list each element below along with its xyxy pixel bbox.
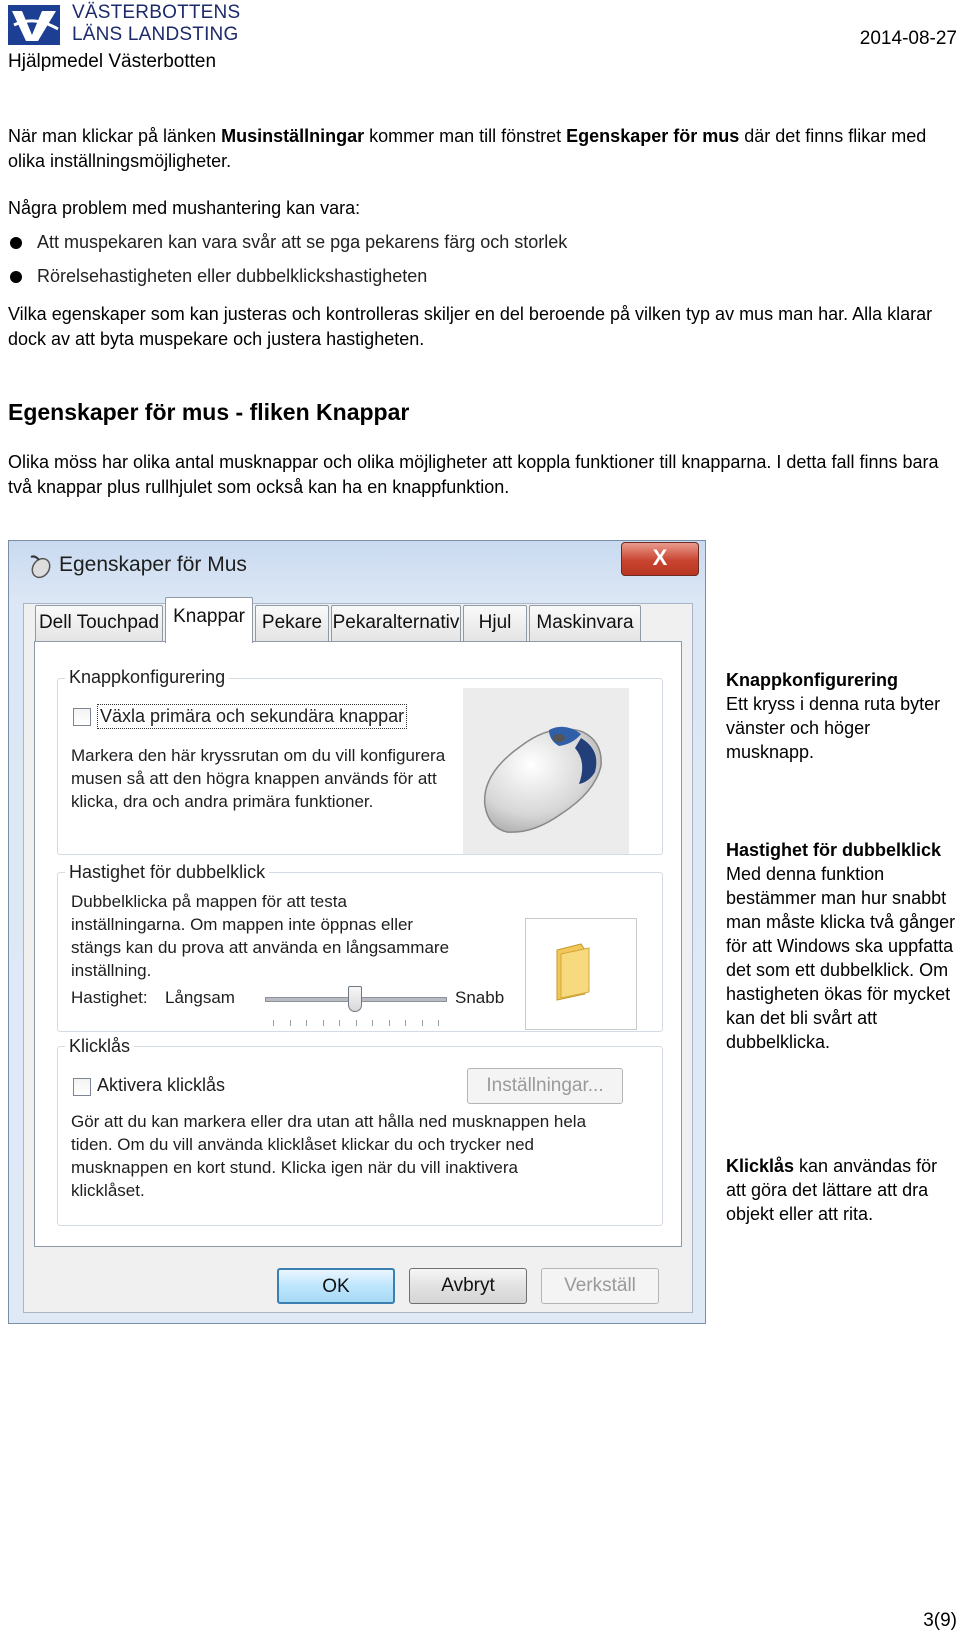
- problems-lead: Några problem med mushantering kan vara:: [8, 198, 361, 218]
- paragraph-buttons: Olika möss har olika antal musknappar och olika möjligheter att koppla funktioner till knapparna. I detta fall finns bara två knappar plus rullhjulet som också kan ha en knappfunktion.: [8, 452, 939, 497]
- description-line: tiden. Om du vill använda klicklåset klickar du och trycker ned: [71, 1135, 534, 1154]
- intro-window-name: Egenskaper för mus: [566, 126, 740, 146]
- list-item: [8, 232, 567, 253]
- speed-fast-label: Snabb: [455, 988, 505, 1007]
- dialog-title: Egenskaper för Mus: [59, 553, 247, 576]
- description-line: Gör att du kan markera eller dra utan att hålla ned musknappen hela: [71, 1112, 587, 1131]
- note-title: Hastighet för dubbelklick: [726, 840, 942, 860]
- section-heading: Egenskaper för mus - fliken Knappar: [8, 399, 410, 425]
- swap-buttons-checkbox[interactable]: [73, 708, 91, 726]
- click-lock-settings-button[interactable]: Inställningar...: [467, 1068, 623, 1104]
- slider-tick: [323, 1020, 324, 1026]
- group-title: Klicklås: [65, 1036, 134, 1057]
- description-line: Dubbelklicka på mappen för att testa: [71, 892, 347, 911]
- list-item-text: Att muspekaren kan vara svår att se pga pekarens färg och storlek: [37, 232, 568, 252]
- description-line: musen så att den högra knappen används för att: [71, 769, 437, 788]
- org-name-line2: LÄNS LANDSTING: [72, 24, 239, 45]
- slider-tick: [438, 1020, 439, 1026]
- note-text: Med denna funktion bestämmer man hur snabbt man måste klicka två gånger för att Windows ska uppfatta det som ett dubbelklick. Om hastigheten ökas för mycket kan det bli svårt att dubbelklicka.: [726, 864, 956, 1052]
- document-subtitle: Hjälpmedel Västerbotten: [8, 51, 217, 72]
- slider-tick: [290, 1020, 291, 1026]
- tab-pekaralternativ[interactable]: Pekaralternativ: [331, 605, 461, 641]
- description-line: inställning.: [71, 961, 152, 980]
- click-lock-checkbox[interactable]: [73, 1078, 91, 1096]
- slider-tick: [356, 1020, 357, 1026]
- click-lock-description: [71, 1110, 651, 1202]
- list-item-text: Rörelsehastigheten eller dubbelklickshastigheten: [37, 266, 428, 286]
- speed-slow-label: Långsam: [165, 988, 235, 1007]
- speed-slider-ticks: [273, 1020, 441, 1028]
- org-name-line1: VÄSTERBOTTENS: [72, 2, 241, 23]
- description-line: Markera den här kryssrutan om du vill konfigurera: [71, 746, 446, 765]
- speed-slider-thumb[interactable]: [348, 986, 362, 1012]
- group-title: Hastighet för dubbelklick: [65, 862, 269, 883]
- tab-dell-touchpad[interactable]: Dell Touchpad: [35, 605, 163, 641]
- slider-tick: [389, 1020, 390, 1026]
- bullet-icon: [10, 237, 22, 249]
- vll-logo-icon: [8, 5, 60, 45]
- description-line: klicklåset.: [71, 1181, 145, 1200]
- speed-label: Hastighet:: [71, 988, 148, 1007]
- double-click-description: [71, 890, 491, 982]
- slider-tick: [372, 1020, 373, 1026]
- click-lock-label[interactable]: Aktivera klicklås: [97, 1075, 226, 1095]
- description-line: stängs kan du prova att använda en långsammare: [71, 938, 450, 957]
- slider-tick: [339, 1020, 340, 1026]
- mouse-pointer-icon: [27, 553, 53, 579]
- swap-buttons-label[interactable]: Växla primära och sekundära knappar: [97, 704, 407, 729]
- mouse-illustration-icon: [463, 688, 629, 854]
- intro-text: där det finns flikar med olika inställningsmöjligheter.: [8, 126, 927, 171]
- intro-link-name: Musinställningar: [221, 126, 365, 146]
- folder-icon[interactable]: [551, 942, 605, 1002]
- mouse-properties-dialog: [8, 540, 706, 1324]
- note-button-config: [726, 668, 958, 764]
- note-title: Klicklås: [726, 1156, 795, 1176]
- bullet-icon: [10, 271, 22, 283]
- document-date: 2014-08-27: [859, 28, 957, 49]
- intro-text: kommer man till fönstret: [364, 126, 567, 146]
- close-button[interactable]: X: [621, 542, 699, 576]
- note-text: kan användas för att göra det lättare att dra objekt eller att rita.: [726, 1156, 938, 1224]
- slider-tick: [422, 1020, 423, 1026]
- list-item: [8, 266, 427, 287]
- description-line: klicka, dra och andra primära funktioner.: [71, 792, 374, 811]
- note-title: Knappkonfigurering: [726, 670, 898, 690]
- tab-panel-knappar: [34, 641, 682, 1247]
- button-config-description: [71, 744, 471, 813]
- description-line: musknappen en kort stund. Klicka igen när du vill inaktivera: [71, 1158, 518, 1177]
- description-line: inställningarna. Om mappen inte öppnas eller: [71, 915, 414, 934]
- intro-text: När man klickar på länken: [8, 126, 222, 146]
- tab-hjul[interactable]: Hjul: [463, 605, 527, 641]
- tab-maskinvara[interactable]: Maskinvara: [529, 605, 641, 641]
- page-number: 3(9): [923, 1610, 957, 1631]
- slider-tick: [405, 1020, 406, 1026]
- apply-button[interactable]: Verkställ: [541, 1268, 659, 1304]
- note-click-lock: [726, 1154, 958, 1226]
- ok-button[interactable]: OK: [277, 1268, 395, 1304]
- note-text: Ett kryss i denna ruta byter vänster och höger musknapp.: [726, 694, 941, 762]
- slider-tick: [273, 1020, 274, 1026]
- slider-tick: [306, 1020, 307, 1026]
- tab-pekare[interactable]: Pekare: [255, 605, 329, 641]
- note-double-click: [726, 838, 958, 1054]
- paragraph-adjustments: Vilka egenskaper som kan justeras och kontrolleras skiljer en del beroende på vilken typ av mus man har. Alla klarar dock av att byta muspekare och justera hastigheten.: [8, 304, 933, 349]
- tab-knappar[interactable]: Knappar: [165, 597, 253, 643]
- intro-paragraph: [8, 124, 956, 173]
- cancel-button[interactable]: Avbryt: [409, 1268, 527, 1304]
- group-title: Knappkonfigurering: [65, 667, 229, 688]
